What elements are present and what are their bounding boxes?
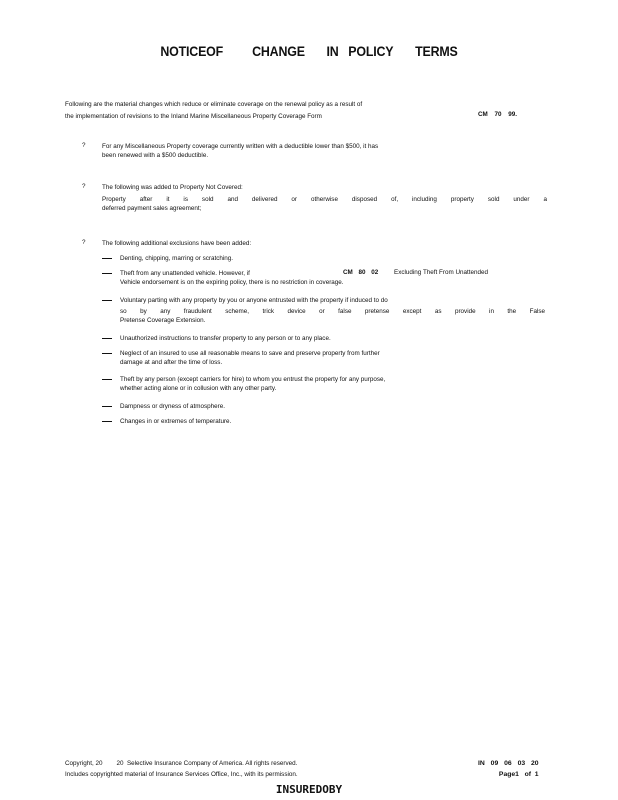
dash-marker: [102, 406, 112, 407]
exclusion-line: Neglect of an insured to use all reasonable means to save and preserve property from further: [120, 350, 380, 357]
exclusion-line: Voluntary parting with any property by you or anyone entrusted with the property if induced to do: [120, 297, 388, 304]
exclusion-item: Unauthorized instructions to transfer property to any person or to any place.: [120, 335, 331, 342]
title-word: IN: [326, 44, 339, 59]
dash-marker: [102, 273, 112, 274]
exclusion-line: whether acting alone or in collusion with any other party.: [120, 385, 277, 392]
exclusion-item: Dampness or dryness of atmosphere.: [120, 403, 225, 410]
item-line: deferred payment sales agreement;: [102, 205, 202, 212]
item-line: Property after it is sold and delivered or otherwise disposed of, including property sold under a: [102, 196, 547, 203]
list-item: The following additional exclusions have been added:: [102, 240, 252, 247]
dash-marker: [102, 258, 112, 259]
exclusion-item: [120, 375, 545, 393]
exclusion-line: Theft from any unattended vehicle. However, if: [120, 270, 250, 277]
bullet-marker: ?: [82, 183, 86, 190]
footer-form-info: [478, 758, 539, 780]
iso-line: Includes copyrighted material of Insurance Services Office, Inc., with its permission.: [65, 771, 298, 778]
item-line: been renewed with a $500 deductible.: [102, 152, 209, 159]
title-word: NOTICEOF: [160, 44, 224, 59]
page-title: [25, 44, 594, 59]
form-reference: CM 80 02: [343, 269, 379, 276]
exclusion-line: so by any fraudulent scheme, trick device or false pretense except as provide in the False: [120, 308, 545, 315]
title-word: CHANGE: [252, 44, 305, 59]
dash-marker: [102, 421, 112, 422]
exclusion-line: Vehicle endorsement is on the expiring policy, there is no restriction in coverage.: [120, 279, 344, 286]
footer-copyright: [65, 758, 298, 780]
dash-marker: [102, 353, 112, 354]
dash-marker: [102, 379, 112, 380]
item-line: For any Miscellaneous Property coverage currently written with a deductible lower than $500, it has: [102, 143, 379, 150]
item-line: The following was added to Property Not Covered:: [102, 184, 243, 191]
intro-line: Following are the material changes which reduce or eliminate coverage on the renewal policy as a result of: [65, 101, 363, 108]
bullet-marker: ?: [82, 239, 86, 246]
form-reference: CM 70 99.: [478, 111, 518, 118]
form-code: IN 09 06 03 20: [478, 760, 539, 767]
exclusion-line: Pretense Coverage Extension.: [120, 317, 206, 324]
list-item: [102, 183, 547, 213]
form-title: Excluding Theft From Unattended: [394, 269, 489, 276]
exclusion-line: Theft by any person (except carriers for hire) to whom you entrust the property for any purpose,: [120, 376, 386, 383]
exclusion-line: damage at and after the time of loss.: [120, 359, 223, 366]
exclusion-item: Denting, chipping, marring or scratching.: [120, 255, 234, 262]
title-word: POLICY: [348, 44, 394, 59]
watermark: INSUREDOBY: [275, 783, 343, 796]
dash-marker: [102, 300, 112, 301]
dash-marker: [102, 338, 112, 339]
copyright-line: Copyright, 20 20 Selective Insurance Company of America. All rights reserved.: [65, 760, 298, 767]
title-word: TERMS: [415, 44, 458, 59]
exclusion-item: Changes in or extremes of temperature.: [120, 418, 232, 425]
page-number: Page1 of 1: [498, 771, 539, 778]
exclusion-item: [120, 296, 545, 325]
list-item: [102, 142, 547, 160]
bullet-marker: ?: [82, 142, 86, 149]
exclusion-item: [120, 349, 545, 367]
intro-line: the implementation of revisions to the Inland Marine Miscellaneous Property Coverage Form: [65, 113, 322, 120]
